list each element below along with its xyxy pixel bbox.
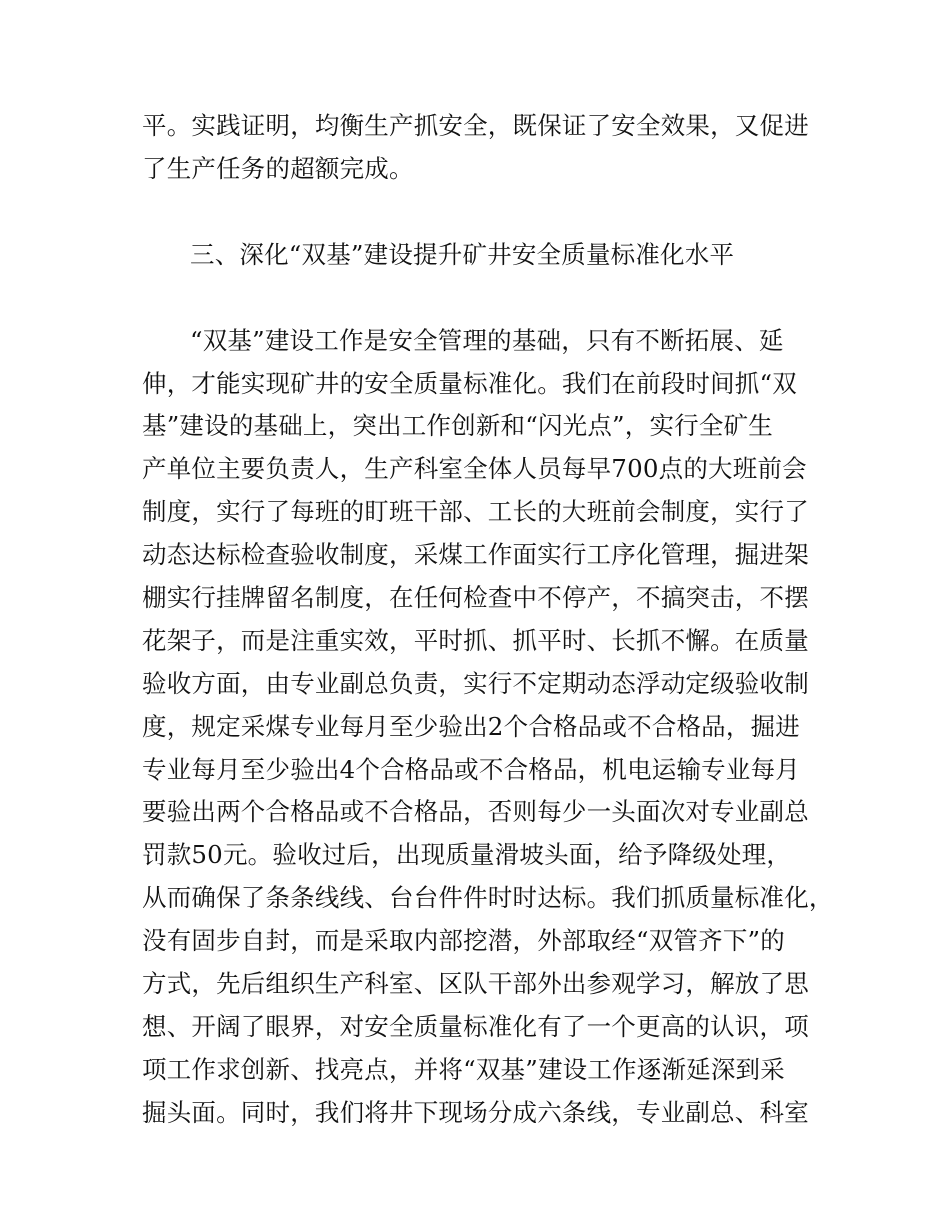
paragraph-line: 基”建设的基础上，突出工作创新和“闪光点”，实行全矿生 [142, 411, 773, 440]
paragraph-line: 棚实行挂牌留名制度，在任何检查中不停产，不搞突击，不摆 [142, 583, 809, 612]
paragraph-line: 花架子，而是注重实效，平时抓、抓平时、长抓不懈。在质量 [142, 626, 809, 655]
paragraph-line: 专业每月至少验出4个合格品或不合格品，机电运输专业每月 [142, 755, 800, 784]
paragraph-line: 罚款50元。验收过后，出现质量滑坡头面，给予降级处理， [142, 840, 792, 869]
paragraph-line: 制度，实行了每班的盯班干部、工长的大班前会制度，实行了 [142, 497, 809, 526]
paragraph-line: 想、开阔了眼界，对安全质量标准化有了一个更高的认识，项 [142, 1012, 809, 1041]
paragraph-line: 验收方面，由专业副总负责，实行不定期动态浮动定级验收制 [142, 669, 809, 698]
section-heading: 三、深化“双基”建设提升矿井安全质量标准化水平 [190, 240, 735, 269]
paragraph-line: “双基”建设工作是安全管理的基础，只有不断拓展、延 [190, 326, 784, 355]
paragraph-line: 项工作求创新、找亮点，并将“双基”建设工作逐渐延深到采 [142, 1055, 785, 1084]
paragraph-line: 没有固步自封，而是采取内部挖潜，外部取经“双管齐下”的 [142, 926, 785, 955]
paragraph-line: 掘头面。同时，我们将井下现场分成六条线，专业副总、科室 [142, 1098, 809, 1127]
paragraph-line: 度，规定采煤专业每月至少验出2个合格品或不合格品，掘进 [142, 712, 800, 741]
paragraph-line: 方式，先后组织生产科室、区队干部外出参观学习，解放了思 [142, 969, 809, 998]
paragraph-line: 平。实践证明，均衡生产抓安全，既保证了安全效果，又促进 [142, 111, 809, 140]
paragraph-line: 从而确保了条条线线、台台件件时时达标。我们抓质量标准化， [142, 883, 834, 912]
paragraph-line: 产单位主要负责人，生产科室全体人员每早700点的大班前会 [142, 454, 807, 483]
paragraph-line: 动态达标检查验收制度，采煤工作面实行工序化管理，掘进架 [142, 540, 809, 569]
paragraph-line: 伸，才能实现矿井的安全质量标准化。我们在前段时间抓“双 [142, 369, 797, 398]
paragraph-line: 了生产任务的超额完成。 [142, 154, 414, 183]
paragraph-line: 要验出两个合格品或不合格品，否则每少一头面次对专业副总 [142, 797, 809, 826]
